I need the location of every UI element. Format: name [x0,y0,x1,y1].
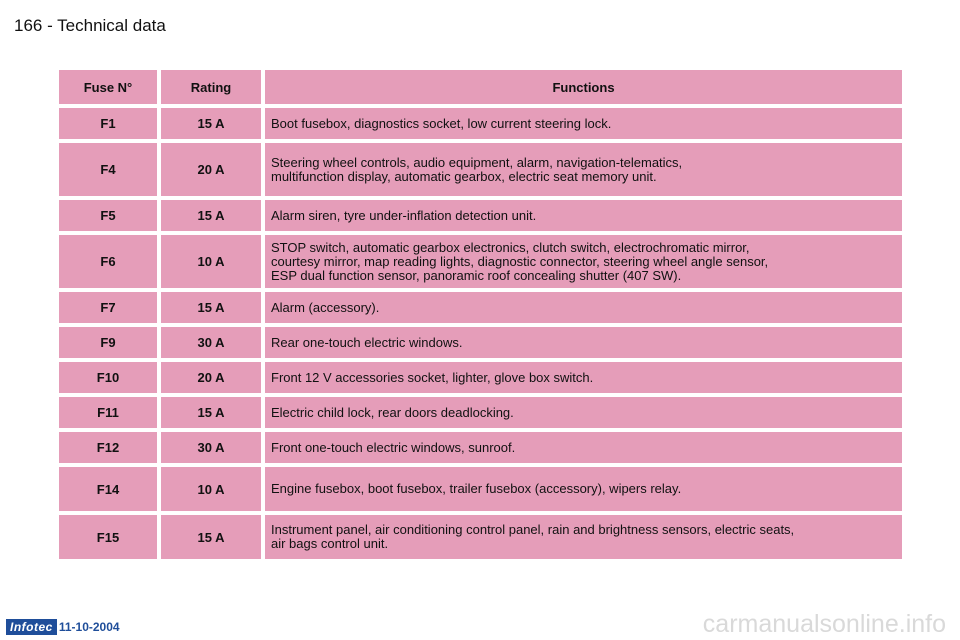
fuse-number: F4 [59,143,157,196]
fuse-number: F6 [59,235,157,288]
fuse-functions: Engine fusebox, boot fusebox, trailer fusebox (accessory), wipers relay. [265,467,902,511]
fuse-rating: 15 A [161,292,261,323]
fuse-number: F7 [59,292,157,323]
fuse-functions: Instrument panel, air conditioning control panel, rain and brightness sensors, electric seats, air bags control unit. [265,515,902,559]
fuse-number: F14 [59,467,157,511]
fuse-rating: 15 A [161,200,261,231]
fuse-rating: 15 A [161,397,261,428]
table-row [59,432,902,463]
fuse-number: F5 [59,200,157,231]
fuse-functions: Front one-touch electric windows, sunroof. [265,432,902,463]
watermark: carmanualsonline.info [702,610,946,638]
column-header-fuse: Fuse N° [59,70,157,104]
fuse-functions: Alarm siren, tyre under-inflation detection unit. [265,200,902,231]
table-row [59,467,902,511]
fuse-number: F9 [59,327,157,358]
table-row [59,235,902,288]
fuse-rating: 10 A [161,467,261,511]
fuse-table [55,66,906,563]
table-row [59,200,902,231]
fuse-number: F1 [59,108,157,139]
fuse-rating: 15 A [161,515,261,559]
fuse-rating: 30 A [161,327,261,358]
fuse-functions: Boot fusebox, diagnostics socket, low current steering lock. [265,108,902,139]
table-row [59,292,902,323]
footer [6,619,120,635]
fuse-functions: Electric child lock, rear doors deadlocking. [265,397,902,428]
fuse-rating: 10 A [161,235,261,288]
table-row [59,108,902,139]
print-date: 11-10-2004 [58,620,120,634]
table-row [59,327,902,358]
page-title: 166 - Technical data [14,16,166,35]
column-header-rating: Rating [161,70,261,104]
fuse-rating: 30 A [161,432,261,463]
infotec-logo: Infotec [6,619,57,635]
fuse-functions: Steering wheel controls, audio equipment, alarm, navigation-telematics, multifunction display, automatic gearbox, electric seat memory unit. [265,143,902,196]
table-header-row [59,70,902,104]
table-row [59,143,902,196]
fuse-rating: 20 A [161,362,261,393]
fuse-rating: 15 A [161,108,261,139]
fuse-number: F15 [59,515,157,559]
fuse-number: F12 [59,432,157,463]
fuse-rating: 20 A [161,143,261,196]
fuse-number: F10 [59,362,157,393]
fuse-functions: STOP switch, automatic gearbox electronics, clutch switch, electrochromatic mirror, courtesy mirror, map reading lights, diagnostic connector, steering wheel angle sensor, ESP dual function sensor, panoramic roof concealing shutter (407 SW). [265,235,902,288]
fuse-functions: Front 12 V accessories socket, lighter, glove box switch. [265,362,902,393]
column-header-functions: Functions [265,70,902,104]
fuse-functions: Rear one-touch electric windows. [265,327,902,358]
table-row [59,397,902,428]
table-row [59,515,902,559]
fuse-functions: Alarm (accessory). [265,292,902,323]
table-row [59,362,902,393]
fuse-number: F11 [59,397,157,428]
